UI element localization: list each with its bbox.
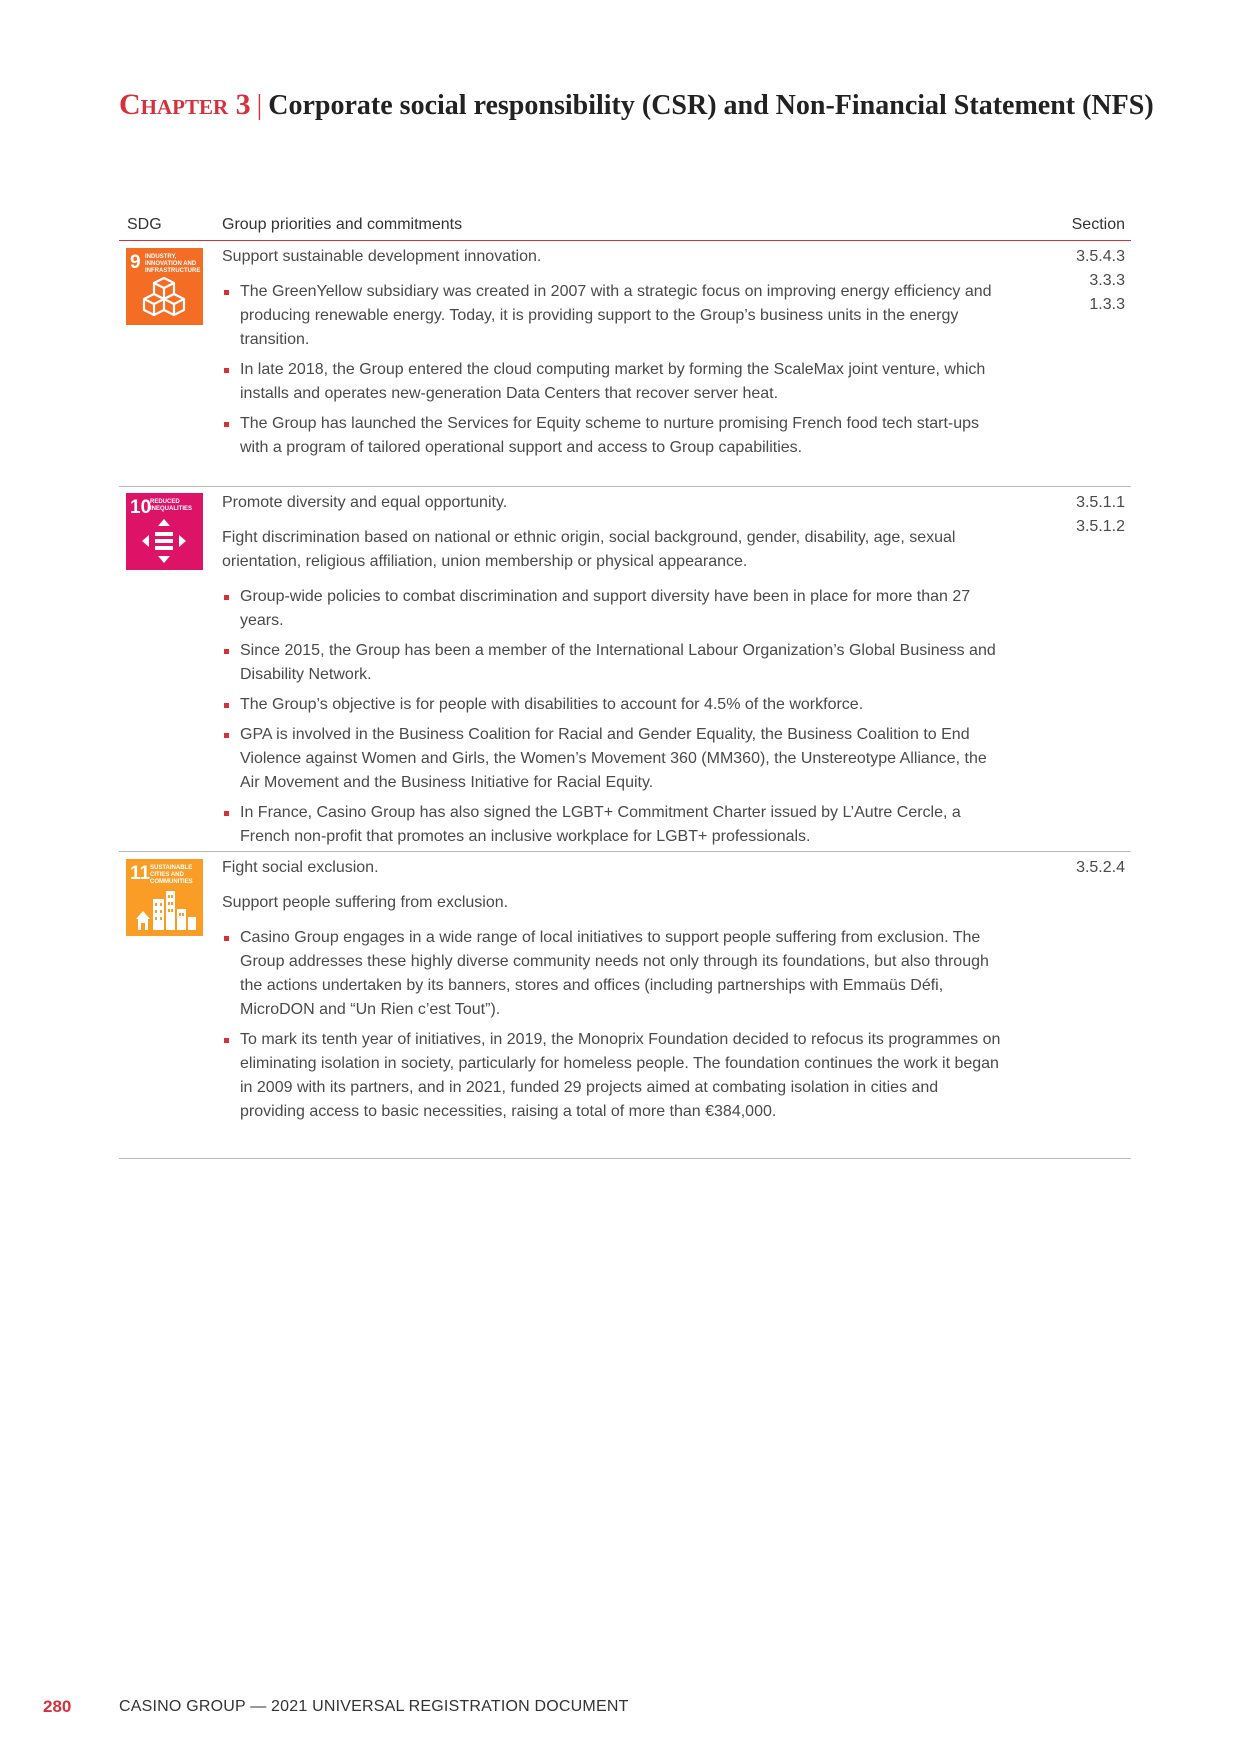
column-header-section: Section: [1071, 216, 1125, 233]
chapter-separator: |: [256, 90, 263, 121]
list-item: The Group has launched the Services for Equity scheme to nurture promising French food tech start-ups with a program of tailored operational support and access to Group capabilities.: [222, 412, 1002, 460]
section-ref: 3.5.2.4: [1076, 859, 1125, 876]
sdg-9-icon: [126, 248, 203, 325]
lead-text: Support sustainable development innovation.: [222, 248, 542, 265]
sdg-title: SUSTAINABLE CITIES AND COMMUNITIES: [150, 865, 193, 885]
document-title: CASINO GROUP — 2021 UNIVERSAL REGISTRATION DOCUMENT: [119, 1698, 629, 1715]
list-item: The GreenYellow subsidiary was created in 2007 with a strategic focus on improving energy efficiency and producing renewable energy. Today, it is providing support to the Group’s business units in the energy transition.: [222, 280, 1002, 352]
sdg-10-icon: [126, 493, 203, 570]
section-ref: 1.3.3: [1089, 296, 1125, 313]
section-ref: 3.5.1.1: [1076, 494, 1125, 511]
lead-text: Promote diversity and equal opportunity.: [222, 494, 508, 511]
lead-text: Fight discrimination based on national or ethnic origin, social background, gender, disability, age, sexual orientation, religious affiliation, union membership or physical appearance.: [222, 529, 956, 570]
list-item: Casino Group engages in a wide range of local initiatives to support people suffering from exclusion. The Group addresses these highly diverse community needs not only through its foundations, but also through the actions undertaken by its banners, stores and offices (including partnerships with Emmaüs Défi, MicroDON and “Un Rien c’est Tout”).: [222, 926, 1002, 1022]
bullet-list: [222, 926, 1002, 1124]
bullet-list: [222, 585, 1002, 849]
list-item: To mark its tenth year of initiatives, in 2019, the Monoprix Foundation decided to refocus its programmes on eliminating isolation in society, particularly for homeless people. The foundation continues the work it began in 2009 with its partners, and in 2021, funded 29 projects aimed at combating isolation in cities and providing access to basic necessities, raising a total of more than €384,000.: [222, 1028, 1002, 1124]
section-references: [1076, 245, 1125, 317]
chapter-header: [119, 88, 1154, 122]
list-item: GPA is involved in the Business Coalition for Racial and Gender Equality, the Business Coalition to End Violence against Women and Girls, the Women’s Movement 360 (MM360), the Unstereotype Alliance, the Air Movement and the Business Initiative for Racial Equity.: [222, 723, 1002, 795]
column-header-priorities: Group priorities and commitments: [222, 216, 463, 233]
page-number: 280: [43, 1697, 72, 1716]
row-content: [222, 491, 1002, 855]
row-content: [222, 245, 1002, 466]
lead-text: Support people suffering from exclusion.: [222, 894, 509, 911]
sdg-title: INDUSTRY, INNOVATION AND INFRASTRUCTURE: [145, 254, 201, 274]
section-references: [1076, 491, 1125, 539]
bullet-list: [222, 280, 1002, 460]
sdg-number: 9: [130, 252, 141, 273]
table-row-sdg-9: [119, 241, 1131, 487]
sdg-11-icon: [126, 859, 203, 936]
row-content: [222, 856, 1002, 1130]
list-item: Since 2015, the Group has been a member of the International Labour Organization’s Global Business and Disability Network.: [222, 639, 1002, 687]
table-header-row: [119, 216, 1131, 241]
column-header-sdg: SDG: [127, 216, 162, 233]
list-item: Group-wide policies to combat discrimination and support diversity have been in place for more than 27 years.: [222, 585, 1002, 633]
table-row-sdg-10: [119, 487, 1131, 852]
list-item: In late 2018, the Group entered the cloud computing market by forming the ScaleMax joint venture, which installs and operates new-generation Data Centers that recover server heat.: [222, 358, 1002, 406]
section-ref: 3.5.1.2: [1076, 518, 1125, 535]
chapter-label: Chapter 3: [119, 88, 251, 121]
list-item: The Group’s objective is for people with disabilities to account for 4.5% of the workforce.: [222, 693, 1002, 717]
table-row-sdg-11: [119, 852, 1131, 1159]
sdg-title: REDUCED INEQUALITIES: [150, 499, 193, 512]
sdg-number: 11: [130, 863, 151, 884]
list-item: In France, Casino Group has also signed the LGBT+ Commitment Charter issued by L’Autre Cercle, a French non-profit that promotes an inclusive workplace for LGBT+ professionals.: [222, 801, 1002, 849]
lead-text: Fight social exclusion.: [222, 859, 379, 876]
chapter-title: Corporate social responsibility (CSR) and Non-Financial Statement (NFS): [268, 90, 1154, 121]
section-references: [1076, 856, 1125, 880]
section-ref: 3.5.4.3: [1076, 248, 1125, 265]
sdg-number: 10: [130, 497, 152, 518]
section-ref: 3.3.3: [1089, 272, 1125, 289]
